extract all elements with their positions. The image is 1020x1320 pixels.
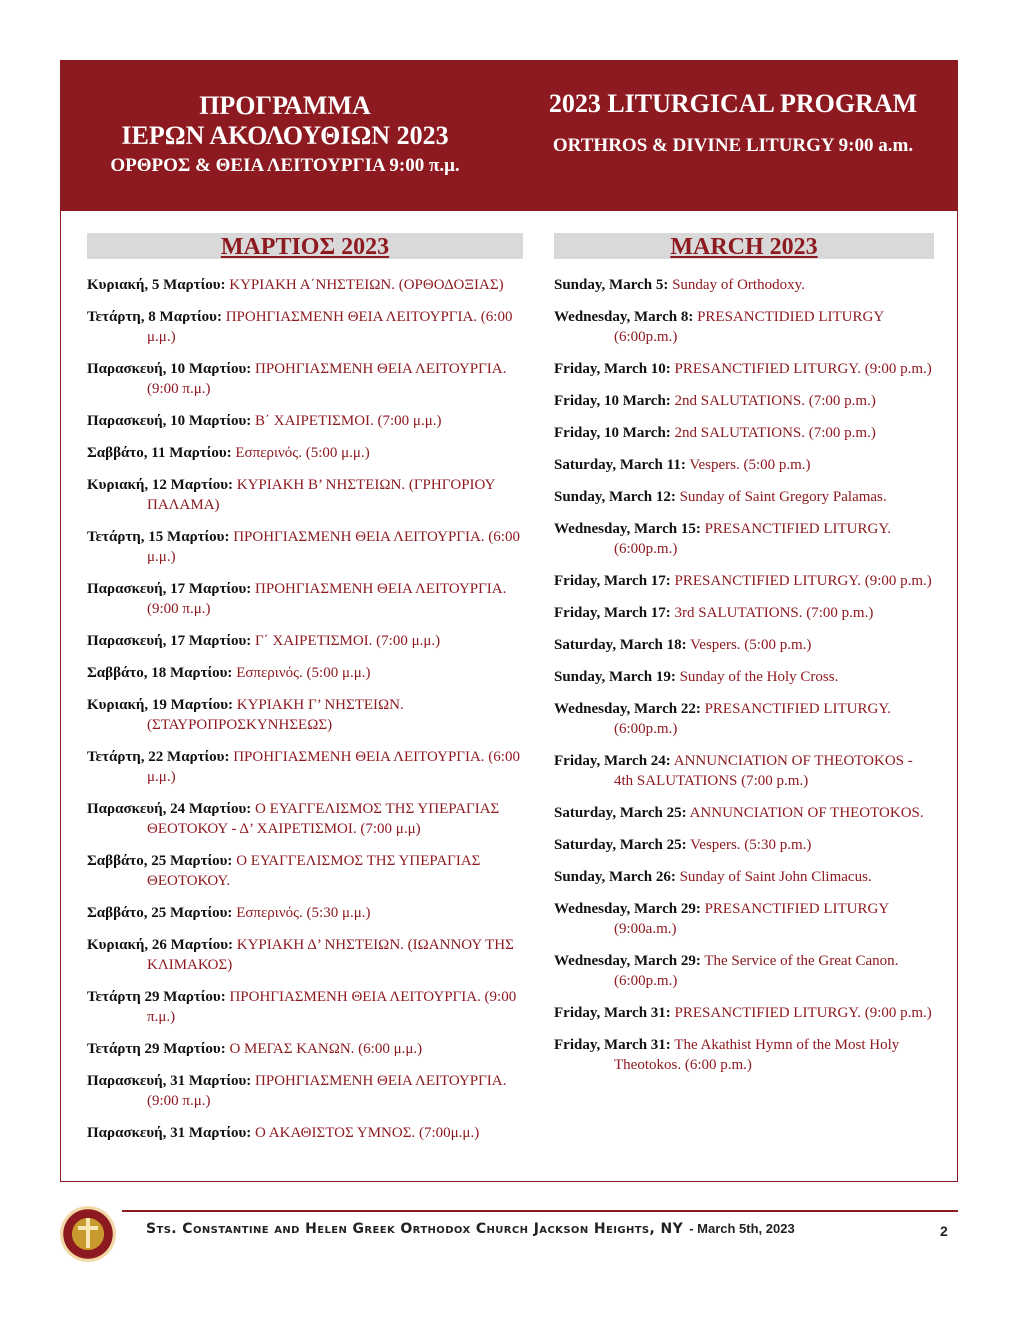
schedule-entry (554, 487, 934, 507)
schedule-entry (554, 455, 934, 475)
entry-event: ΠΡΟΗΓΙΑΣΜΕΝΗ ΘΕΙΑ ΛΕΙΤΟΥΡΓΙΑ. (9:00 π.μ.) (147, 581, 507, 617)
schedule-entry (554, 275, 934, 295)
entry-event: The Service of the Great Canon. (6:00p.m.) (614, 953, 899, 989)
entry-event: Sunday of Saint Gregory Palamas. (679, 489, 887, 505)
footer-date: - March 5th, 2023 (689, 1221, 795, 1236)
entry-date: Παρασκευή, 10 Μαρτίου: (87, 361, 252, 377)
entry-event: ΠΡΟΗΓΙΑΣΜΕΝΗ ΘΕΙΑ ΛΕΙΤΟΥΡΓΙΑ. (6:00 μ.μ.) (147, 309, 513, 345)
entry-date: Friday, March 10: (554, 361, 671, 377)
entry-event: ΚΥΡΙΑΚΗ Α΄ΝΗΣΤΕΙΩΝ. (ΟΡΘΟΔΟΞΙΑΣ) (229, 277, 504, 293)
english-title-block (509, 61, 957, 211)
greek-title-line1: ΠΡΟΓΡΑΜΜΑ (199, 91, 371, 120)
greek-month-heading: ΜΑΡΤΙΟΣ 2023 (87, 233, 523, 259)
schedule-entry (87, 663, 523, 683)
schedule-entry (87, 851, 523, 891)
schedule-entry (554, 359, 934, 379)
schedule-entry (554, 951, 934, 991)
schedule-entry (554, 867, 934, 887)
entry-event: Vespers. (5:30 p.m.) (690, 837, 812, 853)
entry-event: Εσπερινός. (5:00 μ.μ.) (235, 445, 370, 461)
schedule-entry (554, 1003, 934, 1023)
entry-date: Sunday, March 26: (554, 869, 676, 885)
entry-date: Τετάρτη, 15 Μαρτίου: (87, 529, 230, 545)
entry-date: Sunday, March 19: (554, 669, 676, 685)
schedule-entry (87, 747, 523, 787)
entry-event: ΠΡΟΗΓΙΑΣΜΕΝΗ ΘΕΙΑ ΛΕΙΤΟΥΡΓΙΑ. (6:00 μ.μ.) (147, 529, 520, 565)
entry-date: Friday, 10 March: (554, 425, 671, 441)
greek-subtitle: ΟΡΘΡΟΣ & ΘΕΙΑ ΛΕΙΤΟΥΡΓΙΑ 9:00 π.μ. (110, 155, 460, 176)
schedule-entry (87, 579, 523, 619)
entry-event: ANNUNCIATION OF THEOTOKOS - 4th SALUTATIONS (7:00 p.m.) (614, 753, 913, 789)
entry-event: 2nd SALUTATIONS. (7:00 p.m.) (674, 393, 876, 409)
entry-date: Παρασκευή, 31 Μαρτίου: (87, 1125, 252, 1141)
entry-event: Ο ΕΥΑΓΓΕΛΙΣΜΟΣ ΤΗΣ ΥΠΕΡΑΓΙΑΣ ΘΕΟΤΟΚΟΥ. (147, 853, 481, 889)
entry-date: Κυριακή, 12 Μαρτίου: (87, 477, 234, 493)
schedule-entry (87, 1071, 523, 1111)
entry-date: Κυριακή, 26 Μαρτίου: (87, 937, 234, 953)
schedule-entry (87, 935, 523, 975)
schedule-entry (87, 903, 523, 923)
schedule-entry (554, 571, 934, 591)
schedule-entry (554, 1035, 934, 1075)
schedule-entry (87, 695, 523, 735)
english-schedule-list (554, 275, 934, 1075)
entry-date: Παρασκευή, 24 Μαρτίου: (87, 801, 252, 817)
english-column (554, 233, 934, 1087)
entry-date: Saturday, March 25: (554, 805, 687, 821)
entry-event: 3rd SALUTATIONS. (7:00 p.m.) (674, 605, 874, 621)
entry-event: Β΄ ΧΑΙΡΕΤΙΣΜΟΙ. (7:00 μ.μ.) (255, 413, 442, 429)
entry-event: PRESANCTIFIED LITURGY. (9:00 p.m.) (674, 361, 932, 377)
entry-event: PRESANCTIFIED LITURGY. (6:00p.m.) (614, 521, 891, 557)
english-subtitle: ORTHROS & DIVINE LITURGY 9:00 a.m. (552, 135, 914, 156)
schedule-entry (87, 275, 523, 295)
seal-crossbar-icon (78, 1226, 98, 1230)
entry-event: Sunday of Orthodoxy. (672, 277, 805, 293)
entry-date: Σαββάτο, 18 Μαρτίου: (87, 665, 233, 681)
entry-event: PRESANCTIFIED LITURGY. (6:00p.m.) (614, 701, 891, 737)
english-title: 2023 LITURGICAL PROGRAM (548, 89, 918, 118)
seal-cross-icon (86, 1218, 90, 1248)
entry-date: Wednesday, March 29: (554, 901, 701, 917)
entry-date: Saturday, March 18: (554, 637, 687, 653)
footer-church: Sts. Constantine and Helen Greek Orthodox Church Jackson Heights, NY (146, 1221, 684, 1237)
entry-event: Ο ΜΕΓΑΣ ΚΑΝΩΝ. (6:00 μ.μ.) (229, 1041, 423, 1057)
english-month-heading: MARCH 2023 (554, 233, 934, 259)
schedule-entry (87, 799, 523, 839)
footer-divider (122, 1210, 958, 1212)
entry-event: ΠΡΟΗΓΙΑΣΜΕΝΗ ΘΕΙΑ ΛΕΙΤΟΥΡΓΙΑ. (6:00 μ.μ.) (147, 749, 520, 785)
schedule-entry (87, 631, 523, 651)
entry-event: Εσπερινός. (5:00 μ.μ.) (236, 665, 371, 681)
page-frame (60, 60, 958, 1182)
entry-date: Friday, March 17: (554, 573, 671, 589)
schedule-entry (87, 443, 523, 463)
schedule-entry (87, 411, 523, 431)
entry-event: PRESANCTIFIED LITURGY. (9:00 p.m.) (674, 1005, 932, 1021)
entry-event: ΠΡΟΗΓΙΑΣΜΕΝΗ ΘΕΙΑ ΛΕΙΤΟΥΡΓΙΑ. (9:00 π.μ.) (147, 989, 517, 1025)
entry-event: Γ΄ ΧΑΙΡΕΤΙΣΜΟΙ. (7:00 μ.μ.) (255, 633, 441, 649)
entry-date: Τετάρτη 29 Μαρτίου: (87, 989, 226, 1005)
schedule-entry (87, 527, 523, 567)
entry-date: Friday, March 31: (554, 1005, 671, 1021)
entry-date: Κυριακή, 5 Μαρτίου: (87, 277, 226, 293)
entry-event: ΚΥΡΙΑΚΗ Δ’ ΝΗΣΤΕΙΩΝ. (ΙΩΑΝΝΟΥ ΤΗΣ ΚΛΙΜΑΚΟΣ) (147, 937, 514, 973)
entry-date: Wednesday, March 22: (554, 701, 701, 717)
entry-event: The Akathist Hymn of the Most Holy Theotokos. (6:00 p.m.) (614, 1037, 900, 1073)
page-number: 2 (940, 1223, 948, 1239)
entry-date: Παρασκευή, 17 Μαρτίου: (87, 633, 252, 649)
entry-date: Saturday, March 11: (554, 457, 686, 473)
schedule-entry (87, 1123, 523, 1143)
greek-column (87, 233, 523, 1155)
schedule-entry (554, 635, 934, 655)
entry-date: Wednesday, March 29: (554, 953, 701, 969)
schedule-entry (87, 1039, 523, 1059)
entry-date: Παρασκευή, 10 Μαρτίου: (87, 413, 252, 429)
entry-event: Vespers. (5:00 p.m.) (690, 637, 812, 653)
greek-title-block (61, 61, 509, 211)
entry-date: Friday, March 24: (554, 753, 671, 769)
entry-event: 2nd SALUTATIONS. (7:00 p.m.) (674, 425, 876, 441)
entry-date: Wednesday, March 8: (554, 309, 694, 325)
footer-church-name (146, 1221, 795, 1237)
entry-date: Τετάρτη, 22 Μαρτίου: (87, 749, 230, 765)
schedule-entry (554, 667, 934, 687)
schedule-entry (554, 699, 934, 739)
entry-date: Friday, 10 March: (554, 393, 671, 409)
schedule-entry (554, 423, 934, 443)
entry-date: Σαββάτο, 25 Μαρτίου: (87, 853, 233, 869)
schedule-entry (87, 307, 523, 347)
entry-date: Κυριακή, 19 Μαρτίου: (87, 697, 234, 713)
entry-event: ANNUNCIATION OF THEOTOKOS. (689, 805, 924, 821)
schedule-entry (554, 803, 934, 823)
entry-date: Σαββάτο, 25 Μαρτίου: (87, 905, 233, 921)
schedule-entry (87, 359, 523, 399)
entry-event: PRESANCTIFIED LITURGY (9:00a.m.) (614, 901, 889, 937)
entry-event: Ο ΑΚΑΘΙΣΤΟΣ ΥΜΝΟΣ. (7:00μ.μ.) (255, 1125, 480, 1141)
schedule-entry (554, 603, 934, 623)
entry-date: Saturday, March 25: (554, 837, 687, 853)
entry-event: ΠΡΟΗΓΙΑΣΜΕΝΗ ΘΕΙΑ ΛΕΙΤΟΥΡΓΙΑ. (9:00 π.μ.) (147, 1073, 507, 1109)
entry-date: Τετάρτη 29 Μαρτίου: (87, 1041, 226, 1057)
greek-title-line2: ΙΕΡΩΝ ΑΚΟΛΟΥΘΙΩΝ 2023 (121, 121, 449, 150)
entry-date: Sunday, March 5: (554, 277, 669, 293)
entry-date: Παρασκευή, 17 Μαρτίου: (87, 581, 252, 597)
entry-event: PRESANCTIDIED LITURGY (6:00p.m.) (614, 309, 884, 345)
entry-event: Sunday of Saint John Climacus. (679, 869, 872, 885)
schedule-entry (87, 987, 523, 1027)
entry-event: PRESANCTIFIED LITURGY. (9:00 p.m.) (674, 573, 932, 589)
schedule-entry (554, 751, 934, 791)
entry-event: Vespers. (5:00 p.m.) (689, 457, 811, 473)
entry-date: Παρασκευή, 31 Μαρτίου: (87, 1073, 252, 1089)
entry-date: Τετάρτη, 8 Μαρτίου: (87, 309, 222, 325)
entry-event: Εσπερινός. (5:30 μ.μ.) (236, 905, 371, 921)
entry-event: Ο ΕΥΑΓΓΕΛΙΣΜΟΣ ΤΗΣ ΥΠΕΡΑΓΙΑΣ ΘΕΟΤΟΚΟΥ - Δ’ ΧΑΙΡΕΤΙΣΜΟΙ. (7:00 μ.μ) (147, 801, 500, 837)
schedule-entry (554, 391, 934, 411)
schedule-entry (554, 899, 934, 939)
entry-date: Friday, March 31: (554, 1037, 671, 1053)
schedule-entry (554, 519, 934, 559)
entry-date: Friday, March 17: (554, 605, 671, 621)
schedule-entry (87, 475, 523, 515)
entry-event: Sunday of the Holy Cross. (679, 669, 839, 685)
entry-event: ΚΥΡΙΑΚΗ Γ’ ΝΗΣΤΕΙΩΝ. (ΣΤΑΥΡΟΠΡΟΣΚΥΝΗΣΕΩΣ) (147, 697, 404, 733)
entry-event: ΚΥΡΙΑΚΗ Β’ ΝΗΣΤΕΙΩΝ. (ΓΡΗΓΟΡΙΟΥ ΠΑΛΑΜΑ) (147, 477, 495, 513)
entry-date: Sunday, March 12: (554, 489, 676, 505)
entry-date: Σαββάτο, 11 Μαρτίου: (87, 445, 232, 461)
schedule-entry (554, 307, 934, 347)
header-banner (61, 61, 957, 211)
entry-event: ΠΡΟΗΓΙΑΣΜΕΝΗ ΘΕΙΑ ΛΕΙΤΟΥΡΓΙΑ. (9:00 π.μ.) (147, 361, 507, 397)
entry-date: Wednesday, March 15: (554, 521, 701, 537)
greek-schedule-list (87, 275, 523, 1143)
schedule-entry (554, 835, 934, 855)
